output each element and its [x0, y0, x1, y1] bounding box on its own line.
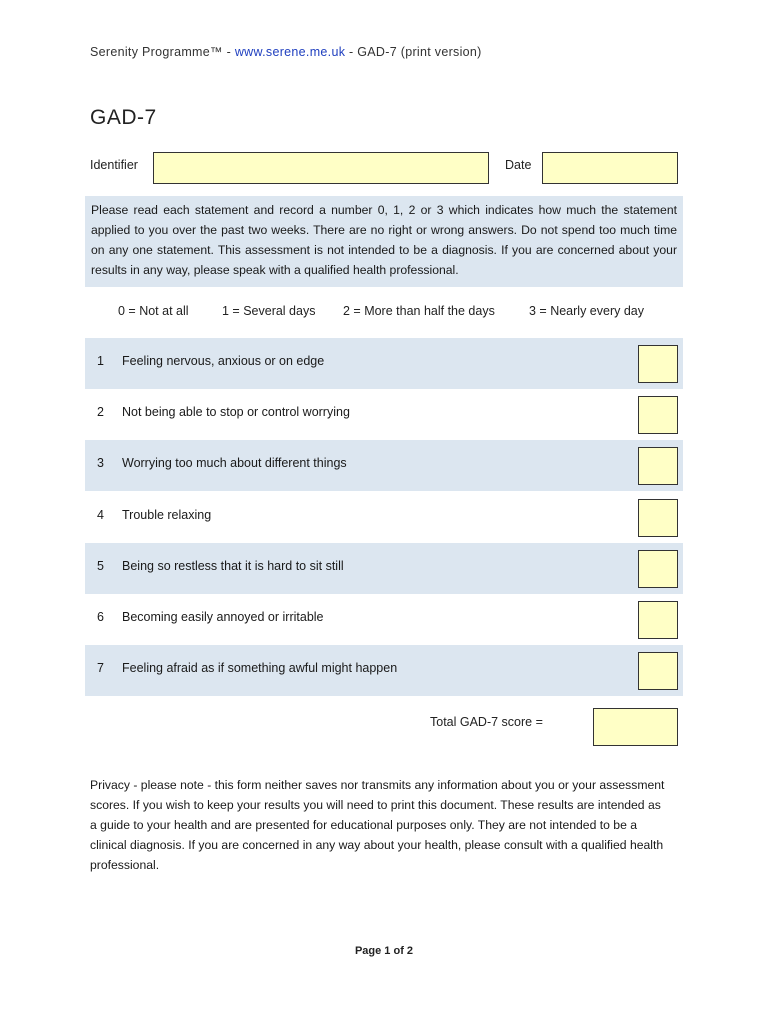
- question-number: 5: [97, 559, 104, 573]
- scale-item-1: 1 = Several days: [222, 304, 316, 318]
- question-text: Feeling nervous, anxious or on edge: [122, 354, 325, 368]
- question-text: Being so restless that it is hard to sit still: [122, 559, 344, 573]
- identifier-field[interactable]: [153, 152, 489, 184]
- answer-box-4[interactable]: [638, 499, 678, 537]
- question-number: 4: [97, 508, 104, 522]
- header-prefix: Serenity Programme™ -: [90, 45, 235, 59]
- question-row: [85, 543, 683, 594]
- date-field[interactable]: [542, 152, 678, 184]
- question-text: Not being able to stop or control worrying: [122, 405, 350, 419]
- question-row: [85, 440, 683, 491]
- question-text: Feeling afraid as if something awful might happen: [122, 661, 398, 675]
- question-row: [85, 594, 683, 645]
- answer-box-3[interactable]: [638, 447, 678, 485]
- question-row: [85, 338, 683, 389]
- scale-item-0: 0 = Not at all: [118, 304, 189, 318]
- page-title: GAD-7: [90, 106, 157, 129]
- header-suffix: - GAD-7 (print version): [345, 45, 482, 59]
- privacy-notice: Privacy - please note - this form neither saves nor transmits any information about you or your assessment scores. If you wish to keep your results you will need to print this document. These results are intended as a guide to your health and are presented for educational purposes only. They are not intended to be a clinical diagnosis. If you are concerned in any way about your health, please consult with a qualified health professional.: [90, 778, 665, 872]
- question-text: Becoming easily annoyed or irritable: [122, 610, 324, 624]
- document-header: [90, 45, 482, 59]
- scale-item-2: 2 = More than half the days: [343, 304, 495, 318]
- answer-box-6[interactable]: [638, 601, 678, 639]
- answer-box-7[interactable]: [638, 652, 678, 690]
- answer-box-5[interactable]: [638, 550, 678, 588]
- question-number: 2: [97, 405, 104, 419]
- question-number: 3: [97, 456, 104, 470]
- question-number: 6: [97, 610, 104, 624]
- question-number: 1: [97, 354, 104, 368]
- answer-box-2[interactable]: [638, 396, 678, 434]
- scale-item-3: 3 = Nearly every day: [529, 304, 644, 318]
- page-number: Page 1 of 2: [354, 945, 414, 957]
- question-text: Trouble relaxing: [122, 508, 212, 522]
- question-row: [85, 492, 683, 543]
- answer-box-1[interactable]: [638, 345, 678, 383]
- date-label: Date: [505, 158, 532, 172]
- question-text: Worrying too much about different things: [122, 456, 347, 470]
- question-number: 7: [97, 661, 104, 675]
- identifier-label: Identifier: [90, 158, 138, 172]
- question-row: [85, 389, 683, 440]
- instructions-text: Please read each statement and record a number 0, 1, 2 or 3 which indicates how much the statement applied to you over the past two weeks. There are no right or wrong answers. Do not spend too much time on any one statement. This assessment is not intended to be a diagnosis. If you are concerned about your results in any way, please speak with a qualified health professional.: [85, 196, 683, 287]
- total-score-field[interactable]: [593, 708, 678, 746]
- total-score-label: Total GAD-7 score =: [430, 715, 543, 729]
- website-link[interactable]: www.serene.me.uk: [234, 45, 346, 59]
- question-row: [85, 645, 683, 696]
